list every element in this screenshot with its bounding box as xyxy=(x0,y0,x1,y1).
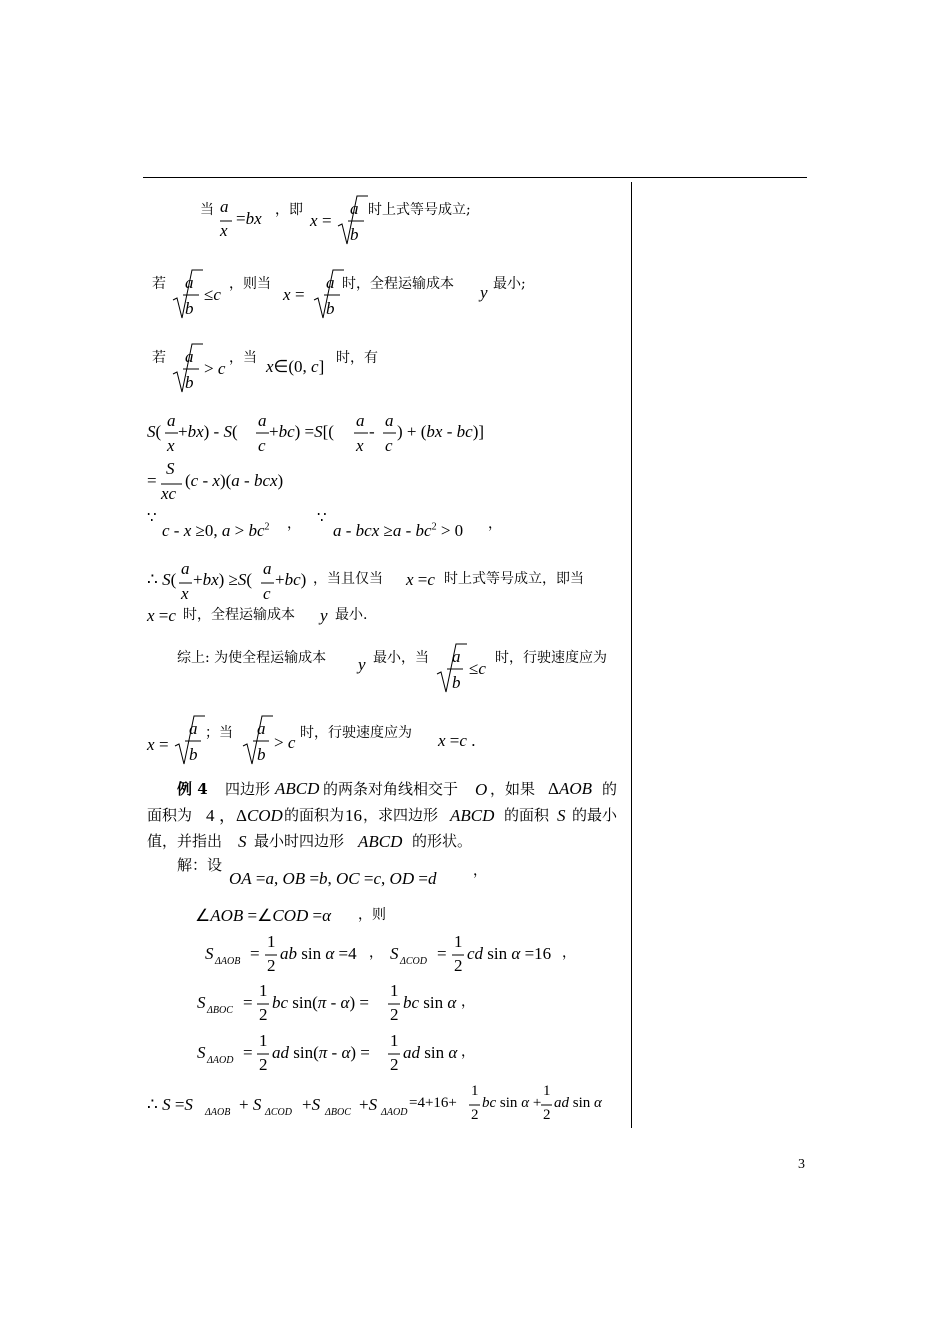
half-3d: 2 xyxy=(259,1005,268,1024)
radical-sign xyxy=(175,716,205,764)
example-line2a: 面积为 xyxy=(147,806,193,824)
eq-6: = xyxy=(250,944,260,963)
angle-eq: ∠AOB =∠COD =α xyxy=(195,906,332,925)
half-1n: 1 xyxy=(267,932,276,951)
f7-c: c xyxy=(263,584,271,603)
then-text: ，则 xyxy=(358,907,386,923)
sum-expr: =4+16+ xyxy=(409,1095,457,1111)
half-1d: 2 xyxy=(267,956,276,975)
num-4: 4 xyxy=(206,806,215,825)
sub-cod: ΔCOD xyxy=(400,956,427,967)
eq-7: = xyxy=(437,944,447,963)
half-2n: 1 xyxy=(454,932,463,951)
plus-3: +S xyxy=(359,1095,378,1114)
comma-2: ， xyxy=(488,516,502,532)
comma-4: ， xyxy=(369,945,383,961)
f5-xc: xc xyxy=(161,484,177,503)
sqrt-b-7: b xyxy=(257,745,266,764)
comma-3: ， xyxy=(473,863,487,879)
x-eq-2: x xyxy=(283,285,291,304)
x-eq-c-2: x =c xyxy=(147,606,176,625)
half-4n: 1 xyxy=(390,981,399,1000)
gt-c-2: > c xyxy=(274,733,296,752)
expr-s4: ) + (bx - bc)] xyxy=(397,422,485,441)
text-dang-3: ；当 xyxy=(205,725,233,741)
example-line1: 四边形 xyxy=(225,780,271,798)
expr-s2: +bx) - S( xyxy=(178,422,238,441)
line-8-text: 综上: 为使全程运输成本 xyxy=(177,650,327,666)
example-line1b: 的两条对角线相交于 xyxy=(323,780,459,798)
example-line1c: ，如果 xyxy=(490,780,536,798)
f3-x: x xyxy=(356,436,364,455)
sqrt-b-4: b xyxy=(185,373,194,392)
sqrt-a-2: a xyxy=(185,273,194,292)
var-y: y xyxy=(480,283,488,302)
example-label: 例 4 xyxy=(177,780,208,798)
solution-label: 解：设 xyxy=(177,856,223,874)
example-line3b: 最小时四边形 xyxy=(254,832,345,850)
example-line2d: 的面积 xyxy=(504,806,550,824)
half-6n: 1 xyxy=(390,1031,399,1050)
var-s-2: S xyxy=(238,832,247,851)
because-1: ∵ xyxy=(147,510,157,526)
line-2-text: 时，全程运输成本 xyxy=(342,276,454,292)
expr-s3: +bc) =S[( xyxy=(269,422,334,441)
sub-aod: ΔAOD xyxy=(207,1055,234,1066)
s-aod: S xyxy=(197,1043,206,1062)
expr-7: +bc) xyxy=(275,570,307,589)
le-c: ≤c xyxy=(204,285,221,304)
area-aod: ad sin(π - α) = xyxy=(272,1043,370,1062)
expr-5: (c - x)(a - bcx) xyxy=(185,471,284,490)
text-dang-2: ，当 xyxy=(229,350,257,366)
comma-7: ， xyxy=(461,1044,475,1060)
x-eq-c-3: x =c . xyxy=(438,731,476,750)
comma-5: ， xyxy=(562,945,576,961)
le-c-2: ≤c xyxy=(469,659,486,678)
half-8n: 1 xyxy=(543,1083,551,1099)
radical-sign xyxy=(314,270,344,318)
term-ad: ad sin α xyxy=(554,1095,602,1111)
therefore-2: ∴ S =S xyxy=(147,1095,193,1114)
f1-a: a xyxy=(167,411,176,430)
var-y-3: y xyxy=(358,655,366,674)
s-boc: S xyxy=(197,993,206,1012)
therefore-1: ∴ S( xyxy=(147,570,177,589)
gt-c: > c xyxy=(204,359,226,378)
line-7-tail: 最小. xyxy=(335,607,368,623)
line-1-text: 时上式等号成立; xyxy=(368,202,471,218)
cond-2: a - bcx $\ge a - bc^2 > 0$ xyxy=(333,521,464,540)
half-6d: 2 xyxy=(390,1055,399,1074)
var-s: S xyxy=(557,806,566,825)
area-boc-2: bc sin α xyxy=(403,993,457,1012)
text-ruo: 若 xyxy=(152,276,166,292)
line-7-text: 时，全程运输成本 xyxy=(183,607,295,623)
text-ruo-2: 若 xyxy=(152,350,166,366)
eq-5: = xyxy=(147,471,157,490)
radical-sign xyxy=(338,196,368,244)
f6-x: x xyxy=(181,584,189,603)
x-eq-c: x =c xyxy=(406,570,435,589)
text-dang: 当 xyxy=(200,202,214,218)
text-dangqie: ，当且仅当 xyxy=(313,571,383,587)
abcd-2: ABCD xyxy=(450,806,495,825)
term-bc: bc sin α + xyxy=(482,1095,542,1111)
eq-sign-3: = xyxy=(159,735,169,754)
text-ji: ，即 xyxy=(275,202,303,218)
page-number: 3 xyxy=(798,1157,805,1172)
eq-9: = xyxy=(243,1043,253,1062)
eq-sign-2: = xyxy=(295,285,305,304)
var-y-2: y xyxy=(320,606,328,625)
frac-a-x: a xyxy=(220,197,229,216)
sub-boc-2: ΔBOC xyxy=(325,1107,351,1118)
sqrt-b-2: b xyxy=(185,299,194,318)
expr-6: +bx) ≥S( xyxy=(193,570,253,589)
plus-2: +S xyxy=(302,1095,321,1114)
var-o: O xyxy=(475,780,488,799)
example-line1d: 的 xyxy=(602,780,618,798)
sqrt-a-4: a xyxy=(185,347,194,366)
f3-a: a xyxy=(356,411,365,430)
expr-s1: S( xyxy=(147,422,162,441)
plus-1: + S xyxy=(239,1095,262,1114)
abcd-3: ABCD xyxy=(358,832,403,851)
s-cod: S xyxy=(390,944,399,963)
f5-s: S xyxy=(166,459,175,478)
f4-a: a xyxy=(385,411,394,430)
half-7d: 2 xyxy=(471,1107,479,1123)
half-2d: 2 xyxy=(454,956,463,975)
f6-a: a xyxy=(181,559,190,578)
x-eq-3: x xyxy=(147,735,155,754)
sqrt-a: a xyxy=(350,199,359,218)
f2-a: a xyxy=(258,411,267,430)
sqrt-a-6: a xyxy=(189,719,198,738)
eq-sign: = xyxy=(322,211,332,230)
example-line3c: 的形状。 xyxy=(412,832,473,850)
cond-1: c - x ≥0, $a > bc^2$ xyxy=(162,521,270,540)
half-5d: 2 xyxy=(259,1055,268,1074)
sub-aod-2: ΔAOD xyxy=(381,1107,408,1118)
radical-sign xyxy=(437,644,467,692)
example-line3a: 值，并指出 xyxy=(147,832,223,850)
line-3-text: 时，有 xyxy=(336,350,378,366)
comma-6: ， xyxy=(461,994,475,1010)
num-16: 16 xyxy=(345,806,362,825)
example-line2c: ，求四边形 xyxy=(363,806,439,824)
half-8d: 2 xyxy=(543,1107,551,1123)
f4-c: c xyxy=(385,436,393,455)
because-2: ∵ xyxy=(317,510,327,526)
eq-8: = xyxy=(243,993,253,1012)
area-aob: ab sin α =4 xyxy=(280,944,357,963)
s-aob: S xyxy=(205,944,214,963)
half-7n: 1 xyxy=(471,1083,479,1099)
radical-sign xyxy=(243,716,273,764)
radical-sign xyxy=(173,344,203,392)
sqrt-a-5: a xyxy=(452,647,461,666)
line-8-tail: 时，行驶速度应为 xyxy=(495,650,607,666)
sub-aob: ΔAOB xyxy=(215,956,241,967)
area-cod: cd sin α =16 xyxy=(467,944,552,963)
sqrt-b-5: b xyxy=(452,673,461,692)
example-line2b: 的面积为 xyxy=(284,806,345,824)
expr-minus: - xyxy=(369,422,375,441)
sub-cod-2: ΔCOD xyxy=(265,1107,292,1118)
line-6-text: 时上式等号成立，即当 xyxy=(444,571,584,587)
sqrt-b-3: b xyxy=(326,299,335,318)
sqrt-a-7: a xyxy=(257,719,266,738)
abcd-1: ABCD xyxy=(275,779,320,798)
sqrt-b-6: b xyxy=(189,745,198,764)
half-5n: 1 xyxy=(259,1031,268,1050)
radical-sign xyxy=(173,270,203,318)
f2-c: c xyxy=(258,436,266,455)
line-9-mid: 时，行驶速度应为 xyxy=(300,725,412,741)
tri-aob: ΔAOB xyxy=(548,779,592,798)
solution-defs: OA =a, OB =b, OC =c, OD =d xyxy=(229,869,437,888)
sub-boc: ΔBOC xyxy=(207,1005,233,1016)
text-zuixiao: 最小; xyxy=(493,276,526,292)
tri-cod: ，ΔCOD xyxy=(219,806,283,825)
x-eq: x xyxy=(310,211,318,230)
x-in-interval: x∈(0, c] xyxy=(266,357,325,376)
half-4d: 2 xyxy=(390,1005,399,1024)
sqrt-a-3: a xyxy=(326,273,335,292)
example-line2e: 的最小 xyxy=(572,806,618,824)
area-boc: bc sin(π - α) = xyxy=(272,993,369,1012)
f1-x: x xyxy=(167,436,175,455)
eq-bx: =bx xyxy=(236,209,262,228)
sqrt-b: b xyxy=(350,225,359,244)
comma-1: ， xyxy=(287,516,301,532)
line-8-mid: 最小，当 xyxy=(373,650,429,666)
f7-a: a xyxy=(263,559,272,578)
sub-aob-2: ΔAOB xyxy=(205,1107,231,1118)
frac-x: x xyxy=(220,221,228,240)
area-aod-2: ad sin α xyxy=(403,1043,458,1062)
half-3n: 1 xyxy=(259,981,268,1000)
text-zedang: ，则当 xyxy=(229,276,271,292)
